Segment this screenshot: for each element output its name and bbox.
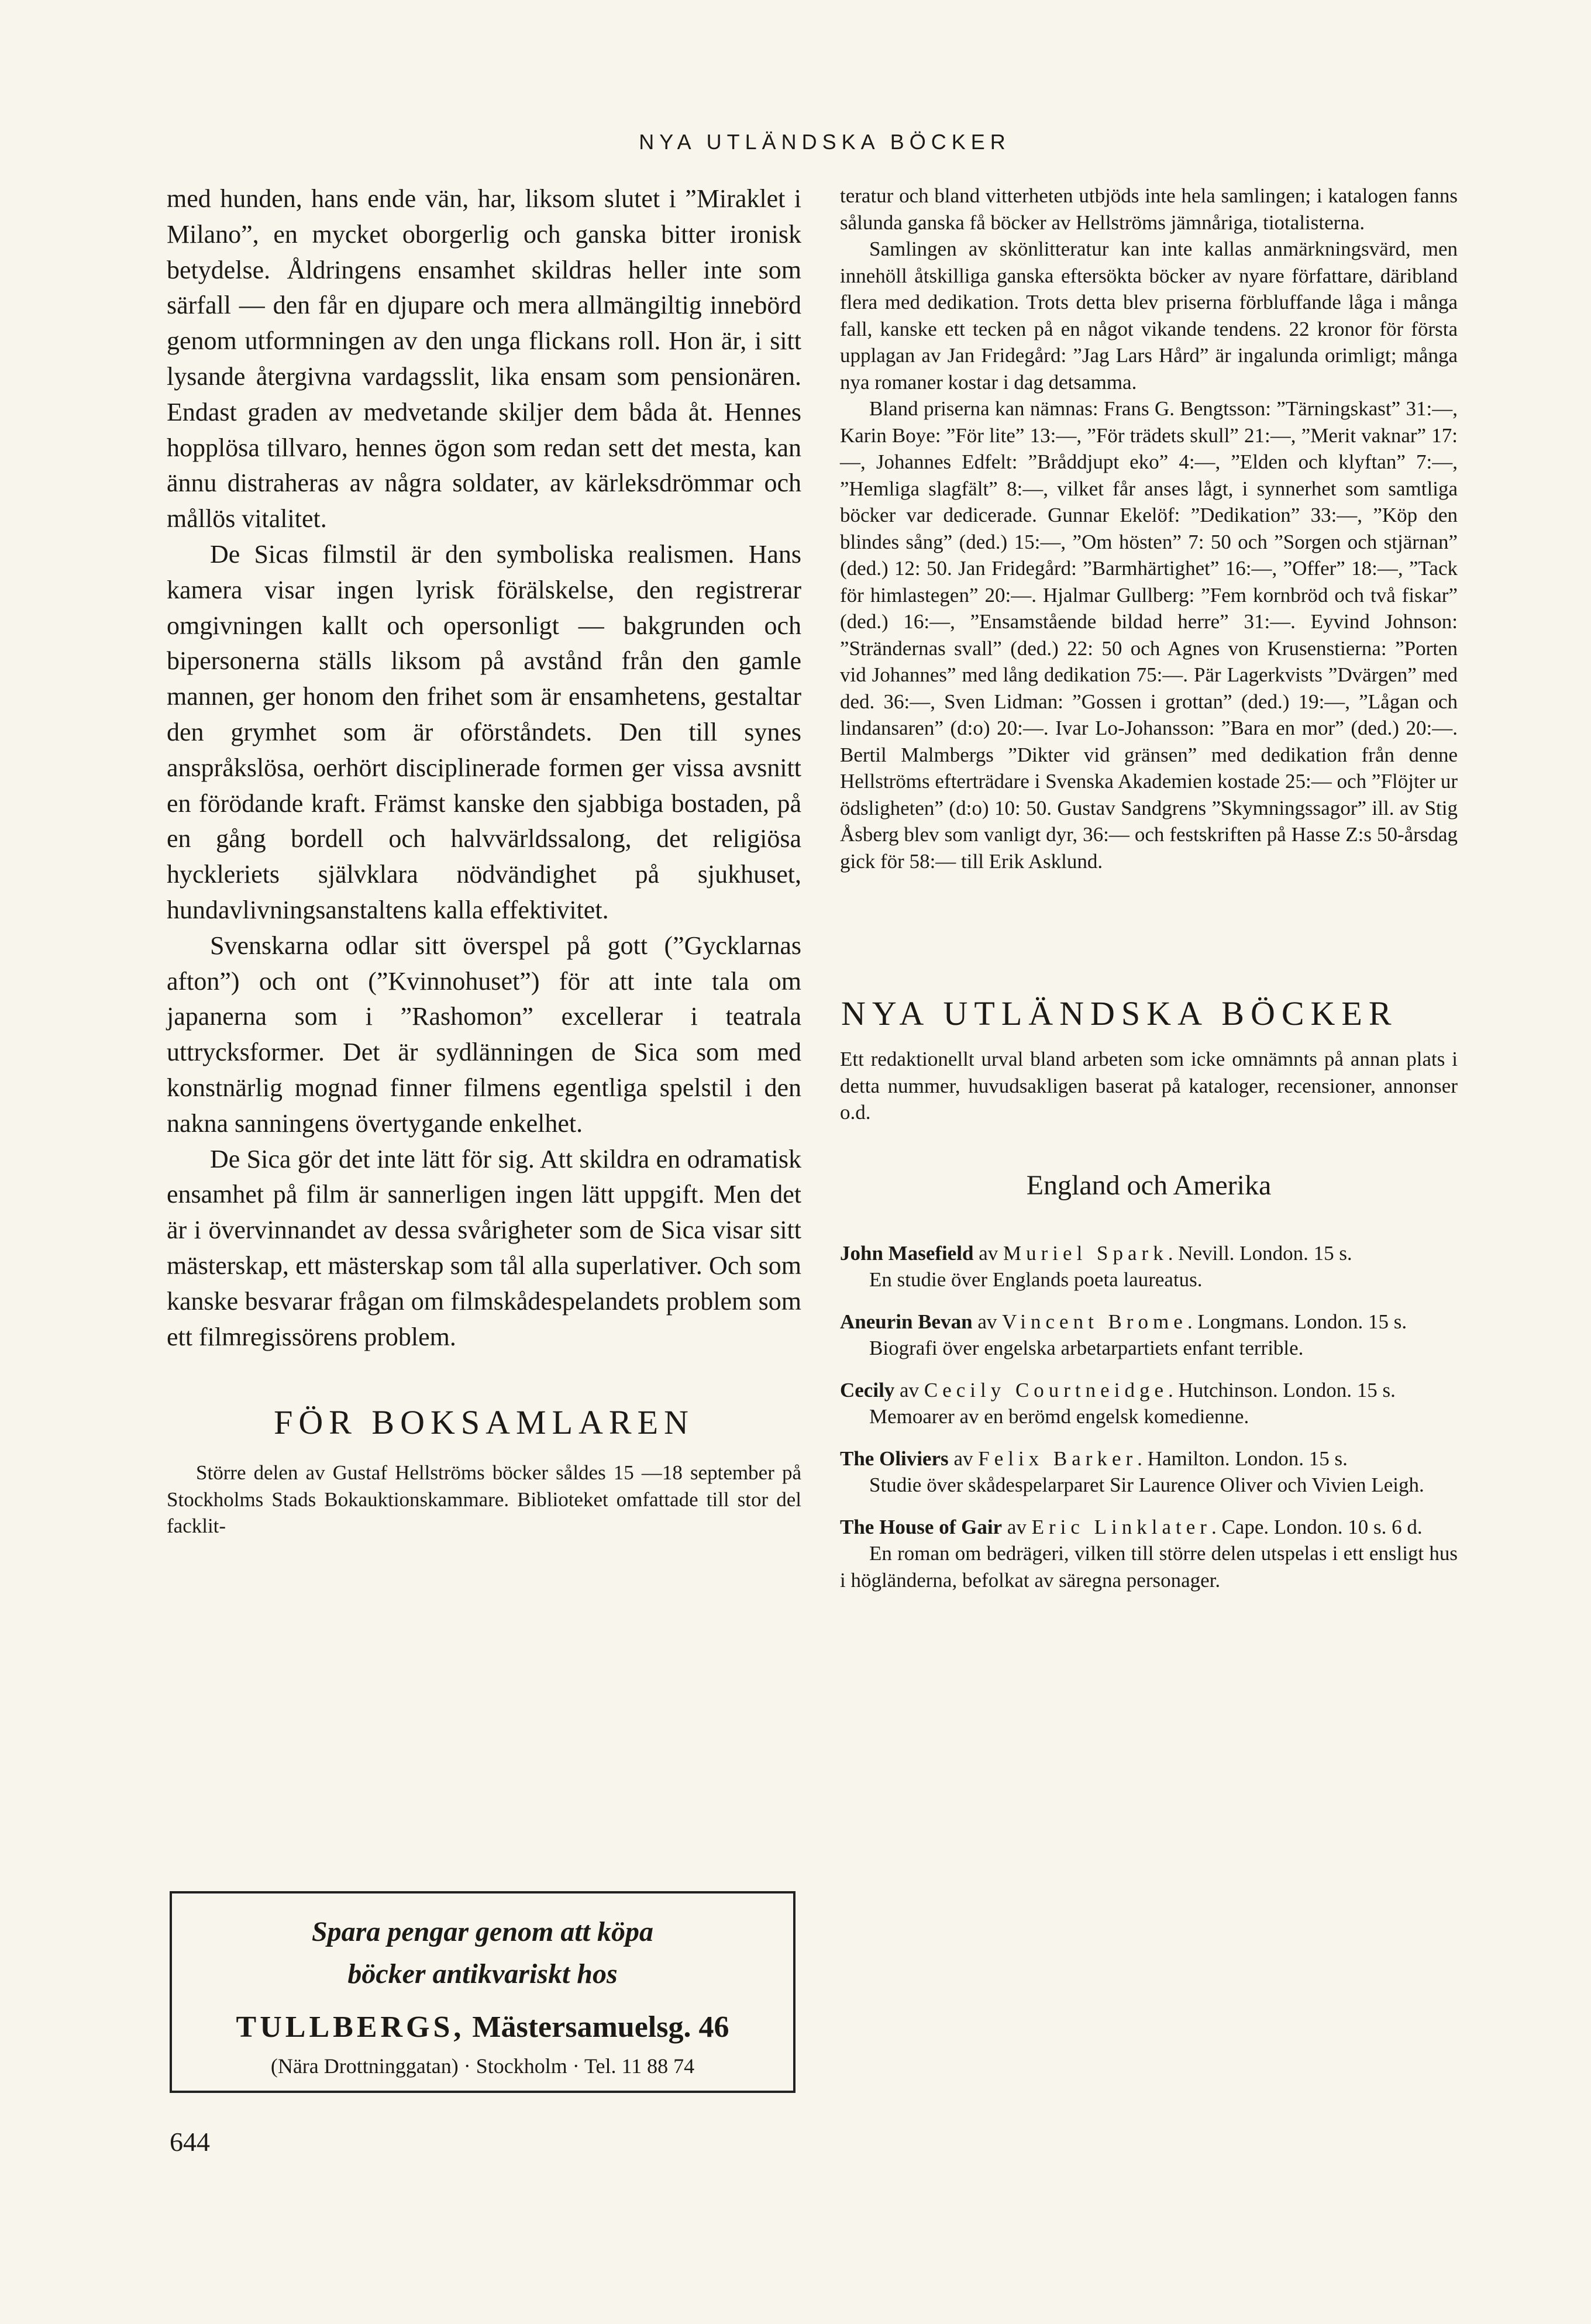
book-by: av xyxy=(1007,1515,1027,1538)
section-heading-nya-utlandska-bocker: NYA UTLÄNDSKA BÖCKER xyxy=(841,994,1398,1032)
book-title: Aneurin Bevan xyxy=(840,1310,973,1333)
book-description: En roman om bedrägeri, vilken till större delen utspelas i ett ensligt hus i högländerna, befolkat av säregna personager. xyxy=(840,1542,1458,1592)
body-paragraph: teratur och bland vitterheten utbjöds inte hela samlingen; i katalogen fanns sålunda ganska få böcker av Hellströms jämnåriga, tiotalisterna. xyxy=(840,184,1458,234)
body-paragraph: Bland priserna kan nämnas: Frans G. Bengtsson: ”Tärningskast” 31:—, Karin Boye: ”För lite” 13:—, ”För trädets skull” 21:—, ”Merit vaknar” 17:—, Johannes Edfelt: ”Bråddjupt eko” 4:—, ”Elden och klyftan” 7:—, ”Hemliga slagfält” 8:—, vilket får anses lågt, i synnerhet som samtliga böcker var dedicerade. Gunnar Ekelöf: ”Dedikation” 33:—, ”Köp den blindes sång” (ded.) 15:—, ”Om hösten” 7: 50 och ”Sorgen och stjärnan” (ded.) 12: 50. Jan Fridegård: ”Barmhärtighet” 16:—, ”Offer” 18:—, ”Tack för himlastegen” 20:—. Hjalmar Gullberg: ”Fem kornbröd och två fiskar” (ded.) 16:—, ”Ensamstående bildad herre” 31:—. Eyvind Johnson: ”Strändernas svall” (ded.) 22: 50 och Agnes von Krusenstierna: ”Porten vid Johannes” med lång dedikation 75:—. Pär Lagerkvists ”Dvärgen” med ded. 36:—, Sven Lidman: ”Gossen i grottan” (ded.) 19:—, ”Lågan och lindansaren” (d:o) 20:—. Ivar Lo-Johansson: ”Bara en mor” (ded.) 20:—. Bertil Malmbergs ”Dikter vid gränsen” med dedikation från denne Hellströms efterträdare i Svenska Akademien kostade 25:— och ”Flöjter ur ödsligheten” (d:o) 10: 50. Gustav Sandgrens ”Skymningssagor” ill. av Stig Åsberg blev som vanligt dyr, 36:— och festskriften på Hasse Z:s 50-årsdag gick för 58:— till Erik Asklund. xyxy=(840,397,1458,873)
book-title: John Masefield xyxy=(840,1241,974,1265)
book-title: Cecily xyxy=(840,1378,895,1402)
book-entry xyxy=(840,1445,1458,1499)
book-publisher: . Nevill. London. 15 s. xyxy=(1168,1241,1352,1265)
page-number: 644 xyxy=(170,2127,210,2157)
book-entry-title xyxy=(840,1309,1458,1335)
book-author: Cecily Courtneidge xyxy=(924,1378,1168,1402)
book-entry-title xyxy=(840,1514,1458,1541)
book-entry-title xyxy=(840,1445,1458,1472)
book-by: av xyxy=(979,1241,998,1265)
body-paragraph: Svenskarna odlar sitt överspel på gott (”Gycklarnas afton”) och ont (”Kvinnohuset”) för att inte tala om japanerna som i ”Rashomon” excellerar i teatrala uttrycksformer. Det är sydlänningen de Sica som med konstnärlig mognad finner filmens egentliga spelstil i den nakna sanningens övertygande enkelhet. xyxy=(167,931,801,1138)
running-head: NYA UTLÄNDSKA BÖCKER xyxy=(639,130,1011,154)
book-author: Felix Barker xyxy=(978,1447,1138,1470)
ad-shop-name: TULLBERGS, xyxy=(236,2010,465,2044)
right-column xyxy=(840,183,1458,1609)
book-by: av xyxy=(953,1447,973,1470)
ad-street: Mästersamuelsg. 46 xyxy=(472,2010,729,2044)
book-entry xyxy=(840,1514,1458,1594)
book-entry xyxy=(840,1309,1458,1362)
advertisement-box xyxy=(170,1891,796,2093)
book-by: av xyxy=(977,1310,997,1333)
body-paragraph: Samlingen av skönlitteratur kan inte kallas anmärkningsvärd, men innehöll åtskilliga ganska eftersökta böcker av nyare författare, däribland flera med dedikation. Trots detta blev priserna förbluffande låga i många fall, kanske ett tecken på en något vikande tendens. 22 kronor för första upplagan av Jan Fridegård: ”Jag Lars Hård” är ingalunda orimligt; många nya romaner kostar i dag detsamma. xyxy=(840,237,1458,394)
ad-address: (Nära Drottninggatan) · Stockholm · Tel. 11 88 74 xyxy=(270,2054,695,2078)
book-entry-title xyxy=(840,1240,1458,1267)
book-entry-title xyxy=(840,1377,1458,1404)
book-description: Biografi över engelska arbetarpartiets enfant terrible. xyxy=(869,1337,1304,1359)
book-entry xyxy=(840,1240,1458,1293)
book-description: En studie över Englands poeta laureatus. xyxy=(869,1268,1203,1291)
section-heading-boksamlaren: FÖR BOKSAMLAREN xyxy=(274,1403,694,1442)
book-title: The Oliviers xyxy=(840,1447,949,1470)
book-publisher: . Cape. London. 10 s. 6 d. xyxy=(1211,1515,1423,1538)
section-intro: Större delen av Gustaf Hellströms böcker såldes 15 —18 september på Stockholms Stads Bokauktionskammare. Biblioteket omfattade till stor del facklit- xyxy=(167,1461,801,1538)
book-author: Eric Linklater xyxy=(1031,1515,1211,1538)
section-intro: Ett redaktionellt urval bland arbeten som icke omnämnts på annan plats i detta nummer, huvudsakligen baserat på kataloger, recensioner, annonser o.d. xyxy=(840,1048,1458,1124)
book-publisher: . Longmans. London. 15 s. xyxy=(1187,1310,1407,1333)
body-paragraph: De Sicas filmstil är den symboliska realismen. Hans kamera visar ingen lyrisk förälskelse, den registrerar omgivningen kallt och opersonligt — bakgrunden och bipersonerna ställs liksom på avstånd från den gamle mannen, ger honom den frihet som är ensamhetens, gestaltar den grymhet som är oförståndets. Den till synes anspråkslösa, oerhört disciplinerade formen ger vissa avsnitt en förödande kraft. Främst kanske den sjabbiga bostaden, på en gång bordell och halvvärldssalong, det religiösa hyckleriets självklara nödvändighet på sjukhuset, hundavlivningsanstaltens kalla effektivitet. xyxy=(167,539,801,924)
ad-line-1: Spara pengar genom att köpa xyxy=(311,1916,654,1947)
body-paragraph: med hunden, hans ende vän, har, liksom slutet i ”Miraklet i Milano”, en mycket oborgerlig och ganska bitter ironisk betydelse. Åldringens ensamhet skildras heller inte som särfall — den får en djupare och mera allmängiltig innebörd genom utformningen av den unga flickans roll. Hon är, i sitt lysande återgivna vardagsslit, lika ensam som pensionären. Endast graden av medvetande skiljer dem båda åt. Hennes hopplösa tillvaro, hennes ögon som redan sett det mesta, kan ännu distraheras av några soldater, av kärleksdrömmar och mållös vitalitet. xyxy=(167,184,801,533)
left-column xyxy=(167,181,801,1540)
book-entry xyxy=(840,1377,1458,1430)
ad-shop-line xyxy=(172,2007,793,2048)
book-description: Memoarer av en berömd engelsk komedienne. xyxy=(869,1405,1249,1428)
book-publisher: . Hutchinson. London. 15 s. xyxy=(1168,1378,1396,1402)
book-publisher: . Hamilton. London. 15 s. xyxy=(1137,1447,1348,1470)
book-by: av xyxy=(900,1378,920,1402)
body-paragraph: De Sica gör det inte lätt för sig. Att skildra en odramatisk ensamhet på film är sannerligen ingen lätt uppgift. Men det är i övervinnandet av dessa svårigheter som de Sica visar sitt mästerskap, ett mästerskap som tål alla superlativer. Och som kanske besvarar frågan om filmskådespelandets problem som ett filmregissörens problem. xyxy=(167,1144,801,1351)
book-title: The House of Gair xyxy=(840,1515,1003,1538)
book-author: Vincent Brome xyxy=(1002,1310,1187,1333)
book-author: Muriel Spark xyxy=(1003,1241,1168,1265)
subheading-england-amerika: England och Amerika xyxy=(1026,1169,1272,1201)
book-description: Studie över skådespelarparet Sir Laurence Oliver och Vivien Leigh. xyxy=(869,1473,1424,1496)
ad-line-2: böcker antikvariskt hos xyxy=(347,1958,618,1989)
